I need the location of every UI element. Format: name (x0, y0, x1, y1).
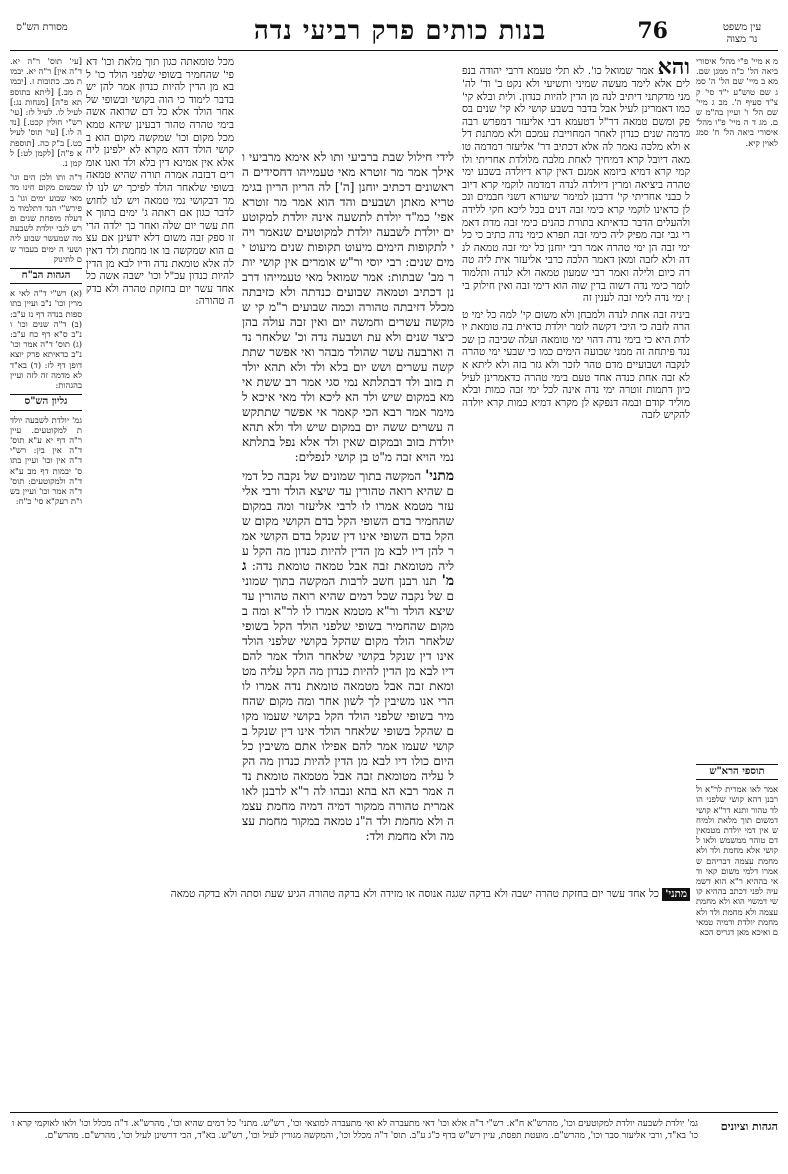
masoret-column (10, 56, 82, 1106)
tosafot-harosh-text: אמר לאו אמרית לר"א ולרבנן דהא קושי שלפני הולד טהור ותנא דר"א קושי דמשום תוך מלאת ולמיחש אין דמי יולדת מטמאין דם טוהר ממשמש ולאו לקושי אלא מחמת ולד ולא מחמת עצמה דבריהם שאמרו דלמי משום קאי ודאי בההיא ר"א הוא דשמעיה לפני דכתב בההיא קושי דמשוי הוא ולא מחמת עצמה ולא מחמת ולד ולא מחמת יולדת ודמיה טמאים ואיכא מאן דגריס הכא (696, 784, 778, 938)
mishnah-text: המקשה בתוך שמונים של נקבה כל דמים שהיא רואה טהורין עד שיצא הולד ורבי אליעזר מטמא אמרו לו לרבי אליעזר ומה במקום שהחמיר בדם השופי הקל בדם הקושי מקום שהקל בדם השופי אינו דין שנקל בדם הקושי אמר להן דיו לבא מן הדין להיות כנדון מה הקל עליה מטומאת זבה אבל טמאה טומאת נדה: (242, 469, 454, 573)
footer-rule (10, 1112, 778, 1113)
rashi-opening-word: והא (657, 56, 690, 80)
rashi-continued: ביניה זבה אחת לנדה ולמבחן ולא משום קי' למה כל ימי טהרה לזבה כי היכי דקשה לומר יולדת כדאית בה טומאת יולדת היא כי בימי נדה דהוי ימי טומאה ועלה שכיבה כן שכנגד פיתחה זה ממני שבועה הימים כמו כי שבעי ימי טהרה לנקבה ושבועיים מדם טהר לזכר ולא גזר בזה ולא ליתא אלא זבה אחת כנדה אחד טעם בימי טהרה כדאמרינן לעיל כיון דתמות זוטרה ימי נדה אינה לכל ימי זבה כמות ובלא מוליד קודם ובמה דנפקא לן מקרא דמיא כמות קרא יולדה להקיש לזבה (462, 308, 690, 422)
lower-gemara-block (90, 888, 690, 978)
rashi-column (462, 56, 690, 882)
mishnah2-label: מתני' (662, 888, 690, 901)
ein-mishpat-label (712, 22, 772, 46)
gemara-text-2: תנו רבנן חשב לרבות המקשה בתוך שמונים של נקבה שכל דמים שהיא רואה טהורין עד שיצא הולד ור"א מטמא אמרו לו לר"א ומה במקום שהחמיר בשופי שלפני הולד הקל בשופי שלאחר הולד מקום שהקל בקושי שלפני הולד אינו דין שנקל בקושי שלאחר הולד אמר להם דיו לבא מן הדין להיות כנדון מה הקל עליה מטומאת זבה אבל מטמאה טומאת נדה אמרו לו הרי אנו משיבין לך לשון אחר ומה מקום שהחמיר בשופי שלפני הולד הקל בקושי שעמו מקום שהקל בשופי שלאחר הולד אינו דין שנקל בקושי שעמו אמר להם אפילו אתם משיבין כל היום כולו דיו לבא מן הדין להיות כנדון מה הקל עליה מטומאת זבה אבל מטמאה טומאת נדה אמר רבא הא בהא ונבהו לה ר"א לרבנן לאו אמרית טהורה ממקור דמיה דמיה מחמת עצמה ולא מחמת ולד ה"נ טמאה במקור מחמת עצמה ולא מחמת ולד: (242, 574, 454, 843)
rashi-paragraph (462, 56, 690, 305)
tosafot-column (86, 56, 234, 882)
ein-mishpat-text: מ א מיי' פ"י מהל' איסורי ביאה הל' כ"ה ממגן שם. מא ב מיי' שם הל' ה' סמג שם טוש"ע י"ד סי' קצ"ד סעיף ה'. מב ג מיי' שם הל' ו' ועיין בה"מ שם. מג ד ה מיי' פ"ו מהל' איסורי ביאה הל' ח' סמג לאוין קיא. (696, 56, 778, 148)
page-header (0, 10, 788, 50)
tosafot-harosh-title: תוספי הרא"ש (696, 764, 778, 780)
mishnah-label: מתני' (425, 468, 454, 484)
second-mishnah (90, 888, 690, 901)
header-rule (10, 50, 778, 51)
ein-mishpat-notes: ד"ה ותו ולכן הים וגו' שבשום מקום חינו מד מאי שבוע ימים וגו' בפירש"י הנד דתלמוד מדעלה מופחת שנים ופרש לגבי יולדת לשבעה מה שמעשר שבוע ליה ושעי ה ימים בעבור שם לתינוק (10, 172, 82, 264)
ein-mishpat-column (696, 56, 778, 656)
mishnah-paragraph (242, 469, 454, 844)
page-title: בנות כותים פרק רביעי נדה (253, 16, 547, 46)
masoret-text: [עי' תוס' ר"ה יא. ד"ה אין] ר"ה יא. יבמות מב. כתובות ז. [יבמות מב.] [ליתא בתוספתא פ"ה] [מנחות נג:] לעיל לו. לעיל לז: [עי' רש"י חולין קכט.] [נדה לו.] [עי' תוס' לעיל כט.] ב"ק כה. [תוספתא פ"ה] [לקמן לט:] לקמן נ. (10, 56, 82, 169)
ein-mishpat-title: עין משפט (722, 22, 762, 33)
gemara-label: גמ' (242, 558, 454, 589)
footer-title: הגהות וציונים (720, 1120, 778, 1133)
mishnah2-text: כל אחד עשר יום בחזקת טהרה ישבה ולא בדקה שגגה אנוסה או מזידה ולא בדקה טהורה הגיע שעת וסתה ולא בדקה טמאה (170, 888, 659, 900)
ner-mitzvah-title: נר מצוה (726, 34, 758, 45)
hagahot-title: הגהות הב"ח (10, 268, 82, 284)
lower-commentary: מכל טומאתה כגון תוך מלאת וכו' דאפי' שהחמיר בשופי שלפני הולד כו' לבא מן הדין להיות כנדון אמר להן יש בדבר לימוד כי הוה בקושי ובשופי שלאחר הולד אלא כל דם שרואה אשה בימי טהרה טהור דבעינן שיהא טמא מכל מקום וכו' שמקשה מקום הוא בקושי הולד דהא מקרא לא ילפינן ליה אלא אין אמינא דין בלא ולד ואנו אומרים דבזבה אמרה תורה שהיא טמאה בשופי שלאחר הולד לפיכך יש לנו לומר דבקושי נמי טמאה ויש לנו לחוש לדבר כגון אם ראתה ג' ימים בתוך אחת עשר יום שלה ואחר כך ילדה הרי זו ספק זבה משום דלא ידעינן אם עצם הוא שמקשה בו או מחמת ולד דאין לה אלא טומאת נדה ודיו לבא מן הדין להיות כנדון עכ"ל וכו' ישבה אשה כל אחד עשר יום בחזקת טהרה ולא בדקה טהורה: (86, 56, 234, 308)
gilyon-text: גמ' יולדת לשבעה יולדת למקוטעים. עיין ר"ה דף יא ע"א תוס' ד"ה אין בין: רש"י ד"ה אין וכו' ועיין בתוס' יבמות דף מב ע"א ד"ה ולמקוטעים: תוס' ד"ה אמר וכו' ועיין בשו"ת רעק"א סי' כ"ח: (10, 414, 82, 507)
page-number: 76 (637, 18, 668, 44)
gemara-column (242, 150, 454, 882)
rashi-body: אמר שמואל כו'. לא תלי טעמא דרבי יהודה בנפלים אלא לימד מעשה שמיני ותשיעי ולא נקט ב' וד' לה' מני מדקתני דיתיב לנה מן הדין להיות כנדון. ולית ובלא קי' כמו דאמרינן לעיל אבל בדבר בשבע קושי לא קי' שנים בספק ומשם טמאה דר"ל דטעמא דבי אליעזר דמפרש רבה מדמה שנים כנדון לאחר המחוייבת עמכם ולא ממתנת דלא ולא מלכה נאמר לה אלא דכתיב דר' אליעזר דמדמה טומאה דיובל קרא דמיחיך לאחת מלבה מלולדת אחריתי ולוקמי קרא דמיא ביומא אמנם דאין קרא דיולדה בשבע ימי טהרה ביציאה ומרין דיולדה לנדה דמדמה לוקמי קרא דיובל כבני אחריתי קי' דרבנן למימר שיעורא דשני חבמים ונכלן כדאינו לוקמי קרא כימי זבה דנים בכל ליכא חקי ללידה ולהעלים הדבר כדאיתא בתורת כהנים כימי זבה מדת דאמרי גבי זבה מפיק ליה כימי זבה תפרא כימי נדה כתיב כי כל ימי זבה הן ימי טהרה אמר רבי יוחנן כל ימי זבה טמאה לנדה ולא לזבה ומאן דאמר הלכה כרבי אליעזר אית ליה טהרה כיום ולילה ואמר רבי שמעון טמאה ולא לנדה ותלמוד לומר כימי נדה דשוה בדין שוה הוא דימי זבה ואין חילוק בין ימי נדה לימי זבה לענין זה (462, 65, 690, 305)
gemara-text-1: לידי חילול שבת ברביעי ותו לא אימא מרביעי ואילך אמר מר זוטרא מאי טעמייהו דחסידים הראשונים דכתיב יוחנן [ה'] לה הריון הריון בגימטריא מאתן ושבעים והד הוא אמר מר זוטרא אפי' כמ"ד יולדת לתשעה אינה יולדת למקוטעים יולדת לשבעה יולדת למקוטעים שנאמר ויהי לתקופות הימים מיעוט תקופות שנים מיעוט ימים שנים: רבי יוסי ור"ש אומרים אין קושי יותר מב' שבתות: אמר שמואל מאי טעמייהו דרבנן דכתיב וטמאה שבועים כנדתה ולא כזיבתה מכלל דזיבתה טהורה וכמה שבועים ר"מ קי שמקשה עשרים וחמשה יום ואין זבה עולה בהן כיצד שנים ולא עת ושבעה נדה וכ' שלאחר נדה וארבעה עשר שהולד מבהר ואי אפשר שתתקשה עשרים ושש יום בלא ולד ולא תהא יולדת בזוב ולד דבתלתא נמי סגי אמר רב ששת אימא במקום שיש ולד הא ליכא ולד מאי איכא למימר אמר רבא הכי קאמר אי אפשר שתתקשה עשרים ששה יום במקום שיש ולד ולא תהא יולדת בזוב ובמקום שאין ולד אלא נפל בתלתא נמי הויא זבה מ"ט בן קושי לנפלים: (242, 150, 454, 464)
masoret-hashas-label: מסורת הש"ס (16, 22, 68, 33)
footer-text: גמ' יולדת לשבעה יולדת למקוטעים וכו', מהרש"א ח"א. רש"י ד"ה אלא וכו' דאי מתעברה לא ואי מתעברה למוצאי וכו', רש"ש. מתני' כל דמים שהיא וכו', מהרש"א. ד"ה מכלל וכו' ולאו לאוקמי קרא וכו' בא"ד, ורבי אליעזר סבר וכו', מהרש"ם. מועטת תפסת, עיין רש"ש בדף כ"ג ע"ב. תוס' ד"ה מכלל וכו', והמקשה מגורין לעיל וכו', רש"ש. בא"ד, הכי דרשינן לעיל וכו', מהרש"ם. מהרש"ם. (12, 1119, 698, 1141)
gilyon-title: גליון הש"ס (10, 394, 82, 410)
tosafot-harosh-column (696, 760, 778, 1110)
hagahot-text: (א) רש"י ד"ה לאי אמרין וכו' נ"ב ועיין בתוספות בנדה דף נז ע"ב: (ב) ד"ה שנים וכו' ונ"ב ס"א דף כח ע"ב: (ג) תוס' ד"ה אמר וכו' נ"ב כדאיתא פרק יוצא דופן דף לז: (ד) בא"ד לא מדמה זה לזה ועיין בהגהות: (10, 288, 82, 391)
